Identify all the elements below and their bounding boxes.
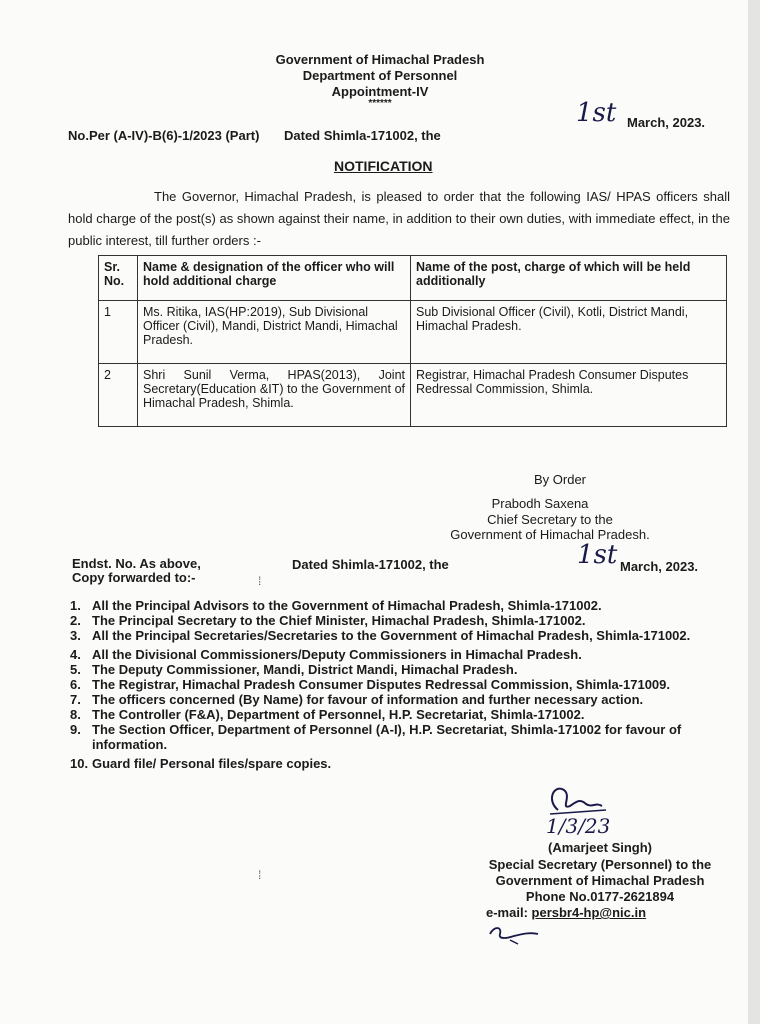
reference-day-handwritten: 1st (576, 98, 617, 128)
final-signatory-government: Government of Himachal Pradesh (495, 873, 705, 888)
list-item: 10. Guard file/ Personal files/spare copies. (70, 756, 332, 771)
table-row (99, 364, 727, 427)
header-section: Appointment-IV (331, 84, 429, 99)
final-signatory-phone: Phone No.0177-2621894 (525, 889, 675, 904)
by-order: By Order (533, 472, 586, 487)
email-label: e-mail: (486, 905, 528, 920)
copy-forwarded-label: Copy forwarded to:- (72, 570, 196, 585)
table-cell-officer: Shri Sunil Verma, HPAS(2013), Joint Secretary(Education &IT) to the Government of Himachal Pradesh, Shimla. (138, 364, 411, 427)
initials-mark (484, 920, 544, 946)
charge-table (98, 255, 727, 427)
table-cell-post: Registrar, Himachal Pradesh Consumer Disputes Redressal Commission, Shimla. (411, 364, 727, 427)
final-signatory-name: (Amarjeet Singh) (547, 840, 652, 855)
table-cell-sr: 2 (99, 364, 138, 427)
header-stars: ****** (368, 98, 392, 109)
table-header-post: Name of the post, charge of which will be held additionally (411, 256, 727, 301)
endorsement-month-year: March, 2023. (620, 559, 699, 574)
table-cell-sr: 1 (99, 301, 138, 364)
table-header-sr: Sr. No. (99, 256, 138, 301)
table-cell-post: Sub Divisional Officer (Civil), Kotli, District Mandi, Himachal Pradesh. (411, 301, 727, 364)
list-item: 9. The Section Officer, Department of Personnel (A-I), H.P. Secretariat, Shimla-171002 for favour of information. (70, 722, 682, 752)
table-cell-officer: Ms. Ritika, IAS(HP:2019), Sub Divisional Officer (Civil), Mandi, District Mandi, Himachal Pradesh. (138, 301, 411, 364)
table-header-row (99, 256, 727, 301)
header-department: Department of Personnel (302, 68, 458, 83)
table-header-officer: Name & designation of the officer who will hold additional charge (138, 256, 411, 301)
list-item: 8. The Controller (F&A), Department of Personnel, H.P. Secretariat, Shimla-171002. (70, 707, 585, 722)
final-signatory-designation: Special Secretary (Personnel) to the (488, 857, 712, 872)
reference-number: No.Per (A-IV)-B(6)-1/2023 (Part) (68, 128, 260, 143)
list-item: 5. The Deputy Commissioner, Mandi, District Mandi, Himachal Pradesh. (70, 662, 518, 677)
signature-date-handwritten: 1/3/23 (546, 814, 611, 838)
list-item: 2. The Principal Secretary to the Chief Minister, Himachal Pradesh, Shimla-171002. (70, 613, 586, 628)
notification-body-text: The Governor, Himachal Pradesh, is pleased to order that the following IAS/ HPAS officers shall hold charge of the post(s) as shown against their name, in addition to their own duties, with immediate effect, in the public interest, till further orders :- (68, 189, 730, 248)
table-row (99, 301, 727, 364)
page-edge (748, 0, 760, 1024)
order-signatory-name: Prabodh Saxena (491, 496, 589, 511)
copy-list (70, 598, 730, 771)
reference-dated: Dated Shimla-171002, the (284, 128, 441, 143)
header-government: Government of Himachal Pradesh (275, 52, 485, 67)
reference-month-year: March, 2023. (627, 115, 706, 130)
scan-speck: ⁞ (258, 868, 262, 882)
notification-body (68, 186, 730, 252)
email-link[interactable]: persbr4-hp@nic.in (531, 905, 647, 920)
list-item: 6. The Registrar, Himachal Pradesh Consumer Disputes Redressal Commission, Shimla-171009. (70, 677, 670, 692)
notification-title: NOTIFICATION (334, 158, 433, 174)
order-signatory-government: Government of Himachal Pradesh. (450, 527, 650, 542)
list-item: 3. All the Principal Secretaries/Secretaries to the Government of Himachal Pradesh, Shimla-171002. (70, 628, 691, 643)
endorsement-dated: Dated Shimla-171002, the (292, 557, 449, 572)
endorsement-day-handwritten: 1st (577, 540, 618, 570)
order-signatory-designation: Chief Secretary to the (487, 512, 613, 527)
list-item: 4. All the Divisional Commissioners/Deputy Commissioners in Himachal Pradesh. (70, 647, 582, 662)
list-item: 1. All the Principal Advisors to the Government of Himachal Pradesh, Shimla-171002. (70, 598, 602, 613)
scan-speck: ⁞ (258, 574, 262, 588)
final-signatory-email (486, 905, 646, 920)
list-item: 7. The officers concerned (By Name) for favour of information and further necessary action. (70, 692, 644, 707)
endorsement-number: Endst. No. As above, (72, 556, 201, 571)
